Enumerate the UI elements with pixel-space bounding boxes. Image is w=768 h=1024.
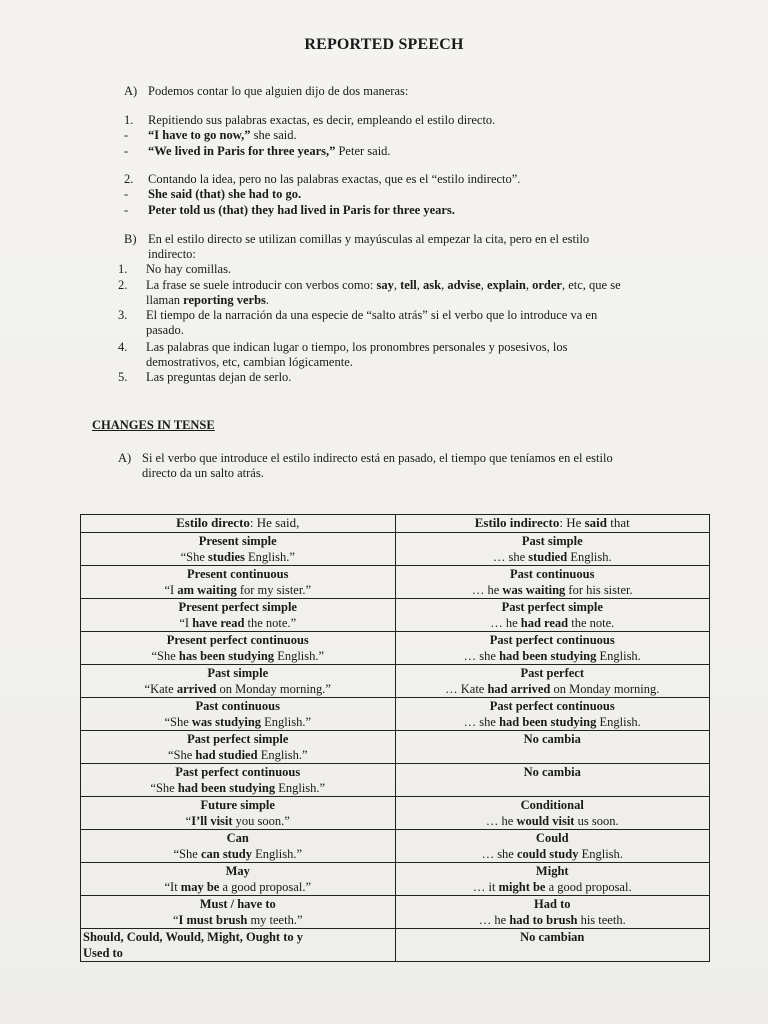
tense-name: Future simple bbox=[200, 798, 275, 812]
example-quote: “We lived in Paris for three years,” bbox=[148, 144, 336, 158]
tense-name: Had to bbox=[534, 897, 571, 911]
example-quote: “I have to go now,” bbox=[148, 128, 251, 142]
indirect-cell bbox=[395, 764, 710, 797]
indirect-cell bbox=[395, 533, 710, 566]
example-rest: she said. bbox=[250, 128, 297, 142]
indirect-cell bbox=[395, 731, 710, 764]
tense-name: Past simple bbox=[521, 534, 583, 548]
item-number: 2. bbox=[118, 278, 128, 292]
tense-name: No cambia bbox=[523, 732, 581, 746]
table-row bbox=[81, 632, 710, 665]
example-sentence: “She can study English.” bbox=[173, 847, 302, 861]
example-rest: Peter said. bbox=[335, 144, 391, 158]
table-row bbox=[81, 797, 710, 830]
item-number: 4. bbox=[118, 340, 128, 354]
section-heading: CHANGES IN TENSE bbox=[92, 418, 215, 432]
bullet: - bbox=[124, 203, 129, 217]
direct-cell: Should, Could, Would, Might, Ought to y Used to bbox=[81, 929, 396, 962]
example-sentence: “She had been studying English.” bbox=[150, 781, 326, 795]
item-number: 3. bbox=[118, 308, 128, 322]
tense-name: No cambia bbox=[523, 765, 581, 779]
table-row bbox=[81, 731, 710, 764]
tense-name: Past perfect simple bbox=[187, 732, 289, 746]
tense-name: Past perfect continuous bbox=[489, 633, 615, 647]
indirect-cell bbox=[395, 566, 710, 599]
example-sentence: … she could study English. bbox=[481, 847, 623, 861]
tense-name: Could bbox=[535, 831, 569, 845]
tense-name: Must / have to bbox=[199, 897, 276, 911]
tense-table bbox=[80, 514, 710, 962]
table-row bbox=[81, 929, 710, 962]
example-sentence: … he had to brush his teeth. bbox=[478, 913, 626, 927]
item-text: La frase se suele introducir con verbos como: say, tell, ask, advise, explain, order, etc, que se bbox=[146, 278, 621, 292]
tense-name: Past perfect simple bbox=[501, 600, 603, 614]
direct-cell bbox=[81, 665, 396, 698]
example-sentence: “She studies English.” bbox=[180, 550, 295, 564]
example-sentence: “She has been studying English.” bbox=[151, 649, 325, 663]
item-number: 5. bbox=[118, 370, 128, 384]
tense-name: Can bbox=[226, 831, 249, 845]
page-title: REPORTED SPEECH bbox=[304, 36, 464, 53]
item-text: El tiempo de la narración da una especie de “salto atrás” si el verbo que lo introduce va en bbox=[146, 308, 598, 322]
tense-name: Present perfect continuous bbox=[166, 633, 309, 647]
example-sentence: … he would visit us soon. bbox=[485, 814, 619, 828]
tense-name: Conditional bbox=[520, 798, 584, 812]
item-text: llaman reporting verbs. bbox=[146, 293, 270, 307]
table-row bbox=[81, 533, 710, 566]
direct-cell bbox=[81, 731, 396, 764]
example-sentence: “It may be a good proposal.” bbox=[164, 880, 311, 894]
item-text: No hay comillas. bbox=[146, 262, 232, 276]
table-row bbox=[81, 764, 710, 797]
item-text: Las palabras que indican lugar o tiempo, los pronombres personales y posesivos, los bbox=[146, 340, 568, 354]
section-marker: A) bbox=[118, 451, 132, 465]
table-row bbox=[81, 830, 710, 863]
tense-name: Past perfect bbox=[520, 666, 584, 680]
indirect-cell bbox=[395, 599, 710, 632]
example-sentence: … he was waiting for his sister. bbox=[471, 583, 633, 597]
section-marker: B) bbox=[124, 232, 137, 246]
example-sentence: … she studied English. bbox=[492, 550, 612, 564]
indirect-cell bbox=[395, 632, 710, 665]
example-sentence: “I have read the note.” bbox=[179, 616, 297, 630]
direct-cell bbox=[81, 764, 396, 797]
item-number: 1. bbox=[124, 113, 134, 127]
example-sentence: … he had read the note. bbox=[490, 616, 615, 630]
tense-name: Past simple bbox=[207, 666, 269, 680]
item-text: pasado. bbox=[146, 323, 184, 337]
tense-name: Present continuous bbox=[186, 567, 289, 581]
table-row bbox=[81, 863, 710, 896]
example-sentence: “She had studied English.” bbox=[167, 748, 308, 762]
example-sentence: “I am waiting for my sister.” bbox=[164, 583, 311, 597]
table-row bbox=[81, 698, 710, 731]
example-text: She said (that) she had to go. bbox=[148, 187, 302, 201]
example-sentence: “I must brush my teeth.” bbox=[172, 913, 303, 927]
item-text: Contando la idea, pero no las palabras exactas, que es el “estilo indirecto”. bbox=[148, 172, 521, 186]
example-text: Peter told us (that) they had lived in Paris for three years. bbox=[148, 203, 455, 217]
table-row bbox=[81, 665, 710, 698]
item-number: 2. bbox=[124, 172, 134, 186]
direct-cell bbox=[81, 599, 396, 632]
item-number: 1. bbox=[118, 262, 128, 276]
direct-cell bbox=[81, 698, 396, 731]
section-text: directo da un salto atrás. bbox=[142, 466, 264, 480]
indirect-cell bbox=[395, 830, 710, 863]
table-row bbox=[81, 566, 710, 599]
example-sentence: … she had been studying English. bbox=[463, 715, 641, 729]
bullet: - bbox=[124, 128, 129, 142]
indirect-cell bbox=[395, 797, 710, 830]
tense-name: Past continuous bbox=[510, 567, 595, 581]
direct-cell bbox=[81, 632, 396, 665]
tense-name: Past continuous bbox=[195, 699, 280, 713]
example-sentence: … it might be a good proposal. bbox=[472, 880, 632, 894]
example-sentence: “She was studying English.” bbox=[164, 715, 312, 729]
table-header-row bbox=[81, 515, 710, 533]
indirect-cell bbox=[395, 863, 710, 896]
example-sentence: … Kate had arrived on Monday morning. bbox=[445, 682, 660, 696]
example-sentence: … she had been studying English. bbox=[463, 649, 641, 663]
bullet: - bbox=[124, 144, 129, 158]
item-text: demostrativos, etc, cambian lógicamente. bbox=[146, 355, 353, 369]
direct-cell bbox=[81, 533, 396, 566]
indirect-cell: No cambian bbox=[395, 929, 710, 962]
tense-name: Present perfect simple bbox=[178, 600, 297, 614]
example-sentence: “Kate arrived on Monday morning.” bbox=[144, 682, 331, 696]
tense-name: Might bbox=[535, 864, 569, 878]
tense-name: Past perfect continuous bbox=[175, 765, 301, 779]
header-direct: Estilo directo: He said, bbox=[81, 515, 396, 533]
section-text: Podemos contar lo que alguien dijo de dos maneras: bbox=[148, 84, 409, 98]
section-marker: A) bbox=[124, 84, 138, 98]
header-indirect: Estilo indirecto: He said that bbox=[395, 515, 710, 533]
table-row bbox=[81, 896, 710, 929]
tense-name: May bbox=[225, 864, 250, 878]
tense-name: Past perfect continuous bbox=[489, 699, 615, 713]
indirect-cell bbox=[395, 665, 710, 698]
table-row bbox=[81, 599, 710, 632]
section-text: Si el verbo que introduce el estilo indirecto está en pasado, el tiempo que teníamos en el estilo bbox=[142, 451, 613, 465]
section-text: indirecto: bbox=[148, 247, 196, 261]
tense-name: Present simple bbox=[198, 534, 277, 548]
example-sentence: “I’ll visit you soon.” bbox=[185, 814, 290, 828]
direct-cell bbox=[81, 896, 396, 929]
item-text: Repitiendo sus palabras exactas, es decir, empleando el estilo directo. bbox=[148, 113, 496, 127]
bullet: - bbox=[124, 187, 129, 201]
item-text: Las preguntas dejan de serlo. bbox=[146, 370, 292, 384]
indirect-cell bbox=[395, 698, 710, 731]
direct-cell bbox=[81, 797, 396, 830]
direct-cell bbox=[81, 566, 396, 599]
direct-cell bbox=[81, 863, 396, 896]
indirect-cell bbox=[395, 896, 710, 929]
direct-cell bbox=[81, 830, 396, 863]
section-text: En el estilo directo se utilizan comillas y mayúsculas al empezar la cita, pero en el estilo bbox=[148, 232, 590, 246]
